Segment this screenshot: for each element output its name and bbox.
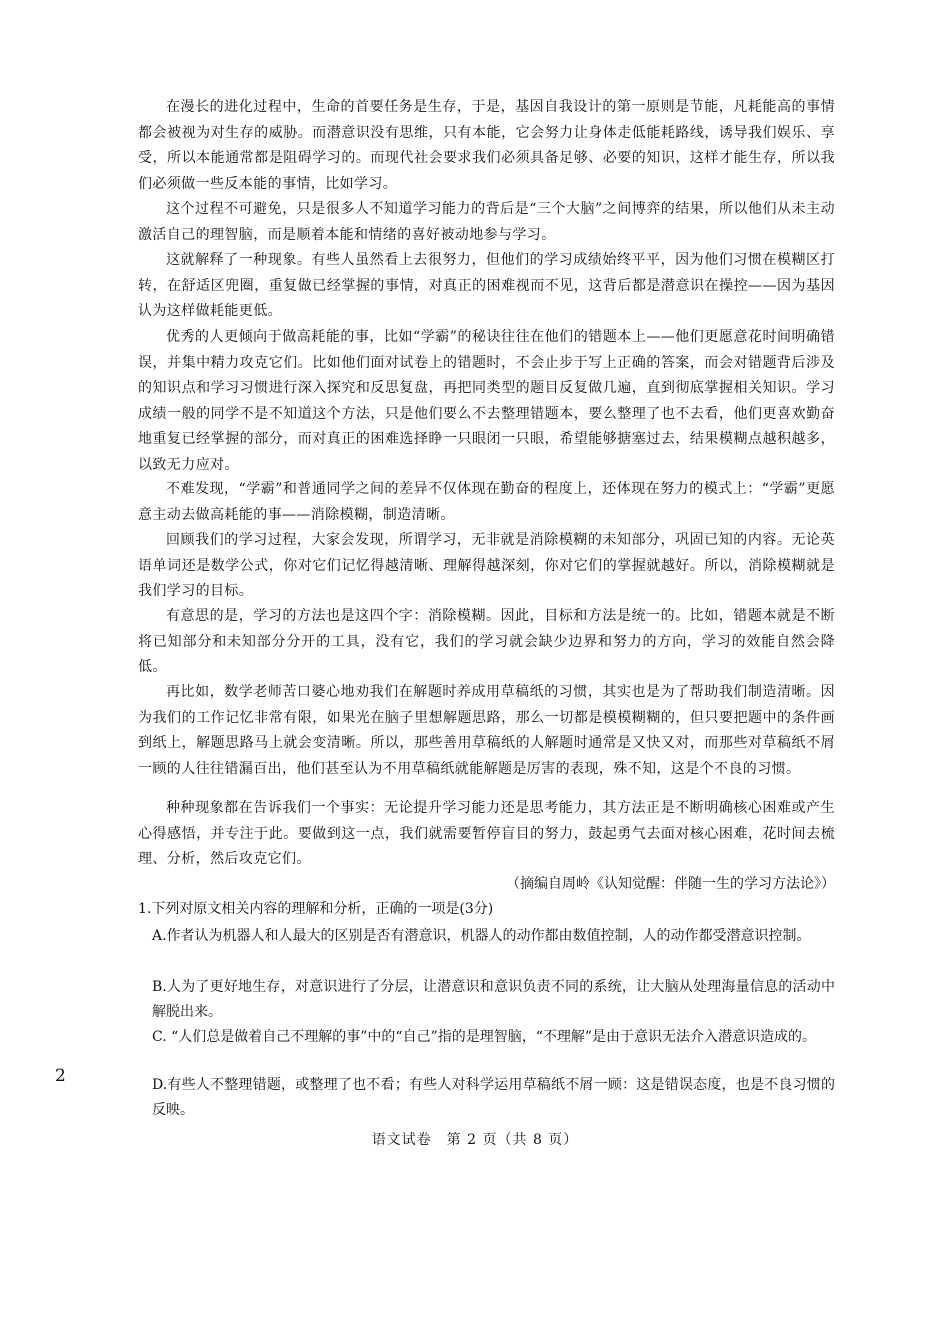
option-b: B.人为了更好地生存，对意识进行了分层，让潜意识和意识负责不同的系统，让大脑从处理海量信息的活动中解脱出来。 (152, 979, 835, 1020)
page-footer: 语文试卷 第 2 页（共 8 页） (371, 1132, 579, 1148)
article-paragraph-4: 优秀的人更倾向于做高耗能的事，比如“学霸”的秘诀往往在他们的错题本上——他们更愿意花时间明确错误，并集中精力攻克它们。比如他们面对试卷上的错题时，不会止步于写上正确的答案，而会对错题背后涉及的知识点和学习习惯进行深入探究和反思复盘，再把同类型的题目反复做几遍，直到彻底掌握相关知识。学习成绩一般的同学不是不知道这个方法，只是他们要么不去整理错题本，要么整理了也不去看，他们更喜欢勤奋地重复已经掌握的部分，而对真正的困难选择睁一只眼闭一只眼，希望能够搪塞过去，结果模糊点越积越多，以致无力应对。 (138, 329, 835, 473)
article-paragraph-1: 在漫长的进化过程中，生命的首要任务是生存，于是，基因自我设计的第一原则是节能，凡耗能高的事情都会被视为对生存的威胁。而潜意识没有思维，只有本能，它会努力让身体走低能耗路线，诱导我们娱乐、享受，所以本能通常都是阻碍学习的。而现代社会要求我们必须具备足够、必要的知识，这样才能生存，所以我们必须做一些反本能的事情，比如学习。 (138, 99, 835, 192)
article-paragraph-2: 这个过程不可避免，只是很多人不知道学习能力的背后是“三个大脑”之间博弈的结果，所以他们从未主动激活自己的理智脑，而是顺着本能和情绪的喜好被动地参与学习。 (138, 201, 835, 243)
article-paragraph-9: 种种现象都在告诉我们一个事实：无论提升学习能力还是思考能力，其方法正是不断明确核心困难或产生心得感悟，并专注于此。要做到这一点，我们就需要暂停盲目的努力，鼓起勇气去面对核心困难，花时间去梳理、分析，然后攻克它们。 (138, 800, 835, 868)
article-paragraph-3: 这就解释了一种现象。有些人虽然看上去很努力，但他们的学习成绩始终平平，因为他们习惯在模糊区打转，在舒适区兜圈，重复做已经掌握的事情，对真正的困难视而不见，这背后都是潜意识在操控——因为基因认为这样做耗能更低。 (138, 252, 835, 320)
option-d: D.有些人不整理错题，或整理了也不看；有些人对科学运用草稿纸不屑一顾：这是错误态度，也是不良习惯的反映。 (152, 1077, 835, 1118)
question-stem: 1.下列对原文相关内容的理解和分析，正确的一项是(3分) (138, 901, 494, 917)
option-c: C. “人们总是做着自己不理解的事”中的“自己”指的是理智脑，“不理解”是由于意识无法介入潜意识造成的。 (152, 1029, 817, 1045)
article-paragraph-6: 回顾我们的学习过程，大家会发现，所谓学习，无非就是消除模糊的未知部分，巩固已知的内容。无论英语单词还是数学公式，你对它们记忆得越清晰、理解得越深刻，你对它们的掌握就越好。所以，消除模糊就是我们学习的目标。 (138, 532, 835, 600)
article-source: （摘编自周岭《认知觉醒：伴随一生的学习方法论》） (506, 876, 835, 892)
article-paragraph-8: 再比如，数学老师苦口婆心地劝我们在解题时养成用草稿纸的习惯，其实也是为了帮助我们制造清晰。因为我们的工作记忆非常有限，如果光在脑子里想解题思路，那么一切都是模模糊糊的，但只要把题中的条件画到纸上，解题思路马上就会变清晰。所以，那些善用草稿纸的人解题时通常是又快又对，而那些对草稿纸不屑一顾的人往往错漏百出，他们甚至认为不用草稿纸就能解题是厉害的表现，殊不知，这是个不良的习惯。 (138, 684, 835, 777)
margin-page-number: 2 (55, 1066, 66, 1086)
article-paragraph-7: 有意思的是，学习的方法也是这四个字：消除模糊。因此，目标和方法是统一的。比如，错题本就是不断将已知部分和未知部分分开的工具，没有它，我们的学习就会缺少边界和努力的方向，学习的效能自然会降低。 (138, 608, 835, 676)
article-paragraph-5: 不难发现，“学霸”和普通同学之间的差异不仅体现在勤奋的程度上，还体现在努力的模式上：“学霸”更愿意主动去做高耗能的事——消除模糊，制造清晰。 (138, 481, 835, 523)
option-a: A.作者认为机器人和人最大的区别是否有潜意识，机器人的动作都由数值控制，人的动作都受潜意识控制。 (152, 928, 811, 944)
